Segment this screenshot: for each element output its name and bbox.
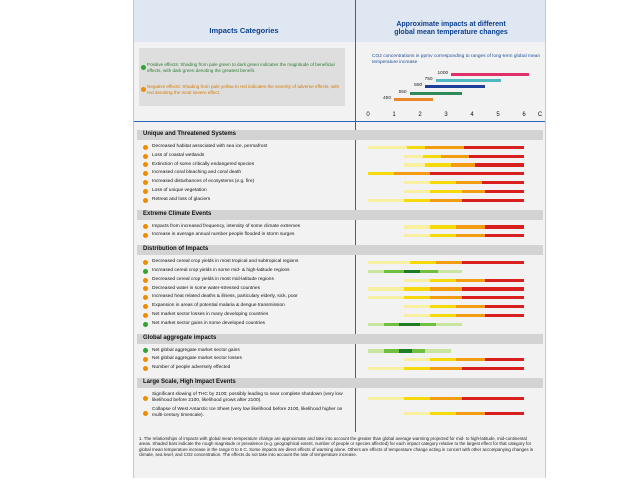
x-tick-label: 3: [444, 112, 448, 118]
impact-bar-segment: [404, 412, 430, 415]
impact-row-label: Decreased habitat associated with sea ice, permafrost: [152, 144, 268, 149]
impact-row-label: Retreat and loss of glaciers: [152, 196, 211, 202]
impact-bar-segment: [399, 349, 412, 352]
footnote: 1. The relationships of impacts with global mean temperature change are approximate and take into account the greater than global average warming projected for mid- to high-latitude, mid-continental areas. Shaded bars indicate the rough magnitude or prevalence (e.g. geographical extent, number of people or species affected) for each impact category relative to the largest effect for that category for global mean temperature increase in the range 0 to 6 C. Some impacts are direct effects of warming alone. Others are effects of temperature change acting in concert with other accompanying changes in climate, sea level, and CO2 concentration. The effects do not take into account the rate of temperature increase.: [139, 436, 534, 457]
negative-marker-icon: [143, 313, 148, 318]
negative-marker-icon: [143, 357, 148, 362]
impact-bar-segment: [456, 305, 485, 308]
impact-bar-segment: [430, 225, 456, 228]
impact-row-label: Collapse of West Antarctic Ice Sheet (very low likelihood before 2100, likelihood higher on multi-century timescale).: [152, 407, 343, 419]
impact-bar-segment: [464, 146, 524, 149]
impact-bar-segment: [438, 270, 461, 273]
impact-bar-segment: [368, 367, 404, 370]
impact-bar-segment: [430, 287, 461, 290]
impacts-categories-title: Impacts Categories: [209, 26, 279, 35]
impact-bar-segment: [410, 261, 436, 264]
impact-bar-segment: [425, 163, 451, 166]
negative-marker-icon: [143, 411, 148, 416]
impact-bar-segment: [384, 323, 400, 326]
negative-marker-icon: [143, 145, 148, 150]
impact-bar-segment: [456, 181, 482, 184]
co2-series-bar: [410, 92, 462, 95]
section-title: Global aggregate impacts: [143, 334, 217, 341]
negative-marker-icon: [143, 286, 148, 291]
negative-marker-icon: [143, 180, 148, 185]
impact-bar-segment: [368, 287, 404, 290]
impact-row-label: Net global aggregate market sector losses: [152, 356, 242, 362]
impact-bar-segment: [462, 190, 485, 193]
impact-bar-segment: [456, 358, 485, 361]
impact-bar-segment: [430, 279, 456, 282]
section-title: Large Scale, High Impact Events: [143, 379, 236, 385]
impact-bar-segment: [485, 190, 524, 193]
impact-bar-segment: [436, 323, 462, 326]
impact-bar-segment: [368, 323, 384, 326]
negative-marker-icon: [143, 233, 148, 238]
impact-bar-segment: [485, 234, 524, 237]
impact-bar-segment: [404, 234, 430, 237]
x-tick-label: 6: [522, 112, 526, 118]
impact-row-label: Extinction of some critically endangered species: [152, 161, 255, 167]
impact-bar-segment: [462, 367, 524, 370]
impact-bar-segment: [485, 314, 524, 317]
section-title: Distribution of Impacts: [143, 246, 209, 253]
impact-bar-segment: [469, 155, 524, 158]
impact-bar-segment: [404, 314, 430, 317]
impact-bar-segment: [456, 225, 485, 228]
negative-marker-icon: [143, 278, 148, 283]
impact-bar-segment: [430, 172, 524, 175]
impact-bar-segment: [384, 349, 400, 352]
impact-bar-segment: [420, 323, 436, 326]
impact-row-label: Number of people adversely effected: [152, 365, 231, 371]
impact-row-label: Increased disturbances of ecosystems (e.g. fire): [152, 179, 255, 185]
impact-bar-segment: [407, 146, 425, 149]
impact-row-label: Impacts from increased frequency, intensity of some climate extremes: [152, 223, 301, 229]
impact-bar-segment: [404, 296, 430, 299]
positive-marker-icon: [143, 322, 148, 327]
chart-panel: [133, 0, 546, 478]
impact-bar-segment: [485, 305, 524, 308]
impact-bar-segment: [430, 358, 456, 361]
section-title: Extreme Climate Events: [143, 210, 212, 217]
negative-marker-icon: [143, 189, 148, 194]
impact-bar-segment: [399, 323, 420, 326]
co2-series-label: 450: [382, 95, 391, 101]
impact-row-label: Decreased cereal crop yields in most mid-latitude regions: [152, 276, 274, 282]
section-header: [137, 378, 543, 388]
impact-row-label: Increased cereal crop yields in some mid- & high-latitude regions: [152, 268, 290, 273]
impact-row-label: Loss of coastal wetlands: [152, 152, 205, 158]
section-header: [137, 245, 543, 255]
impact-bar-segment: [430, 234, 456, 237]
impact-bar-segment: [368, 199, 404, 202]
impact-bar-segment: [368, 349, 384, 352]
impact-bar-segment: [430, 181, 456, 184]
positive-marker-icon: [143, 269, 148, 274]
negative-marker-icon: [143, 260, 148, 265]
impact-row: [137, 347, 543, 356]
impact-bar-segment: [368, 397, 404, 400]
impact-row-label: Increased coral bleaching and coral death: [152, 170, 242, 176]
impact-bar-segment: [430, 314, 456, 317]
co2-series-bar: [425, 85, 485, 88]
co2-inset-title: CO2 concentrations in ppmv corresponding to ranges of long-term global mean temperature increase: [372, 54, 540, 65]
negative-marker-icon: [143, 295, 148, 300]
legend-box: [139, 48, 345, 106]
impact-bar-segment: [456, 234, 485, 237]
x-tick-label: 4: [470, 112, 474, 118]
impact-bar-segment: [394, 172, 430, 175]
impact-bar-segment: [485, 225, 524, 228]
x-tick-label: 1: [392, 112, 396, 118]
section-header: [137, 334, 543, 344]
co2-series-label: 650: [414, 83, 423, 89]
impact-bar-segment: [404, 397, 430, 400]
impact-bar-segment: [404, 155, 422, 158]
impact-bar-segment: [404, 225, 430, 228]
impact-bar-segment: [384, 270, 405, 273]
negative-marker-icon: [143, 224, 148, 229]
impact-bar-segment: [404, 270, 420, 273]
impact-bar-segment: [485, 412, 524, 415]
negative-marker-icon: [143, 162, 148, 167]
negative-marker-icon: [143, 171, 148, 176]
impact-row-label: Significant slowing of THC by 2100; possibly leading to near complete shutdown (very low likelihood before 2100, likelihood grows after 2100).: [152, 392, 343, 403]
section-header: [137, 130, 543, 140]
impact-bar-segment: [441, 155, 470, 158]
positive-marker-icon: [141, 65, 146, 70]
impact-bar-segment: [456, 314, 485, 317]
co2-series-label: 1000: [437, 71, 449, 76]
legend-positive: Positive effects: Shading from pale green to dark green indicates the magnitude of beneficial effects, with dark green denoting the greatest benefit.: [147, 62, 335, 73]
impact-bar-segment: [420, 270, 438, 273]
impact-row-label: Increased heat related deaths & illness, particulary elderly, sick, poor: [152, 294, 298, 300]
negative-marker-icon: [143, 198, 148, 203]
co2-series-bar: [394, 98, 433, 101]
impact-bar-segment: [475, 163, 524, 166]
impact-bar-segment: [430, 367, 461, 370]
impacts-title-line2: global mean temperature changes: [394, 29, 508, 36]
impact-bar-segment: [423, 155, 441, 158]
impact-bar-segment: [404, 367, 430, 370]
impact-row: [137, 267, 543, 276]
impact-bar-segment: [404, 199, 430, 202]
co2-series-bar: [436, 79, 501, 82]
impact-row-label: Expansion in areas of potential malaria & dengue transmission: [152, 303, 285, 309]
impact-bar-segment: [456, 279, 485, 282]
section-title: Unique and Threatened Systems: [143, 131, 237, 137]
impact-row-label: Decreased cereal crop yields in most tropical and subtropical regions: [152, 259, 299, 265]
positive-marker-icon: [143, 348, 148, 353]
impact-row: [137, 320, 543, 329]
impact-bar-segment: [404, 181, 430, 184]
header-divider: [134, 121, 545, 122]
x-tick-label: 5: [496, 112, 500, 118]
impact-bar-segment: [462, 261, 524, 264]
impact-row-label: Net market sector gains in some developed countries: [152, 320, 266, 326]
x-tick-label: 2: [418, 112, 422, 118]
impact-bar-segment: [430, 199, 461, 202]
x-axis-unit: C: [537, 112, 543, 118]
section-header: [137, 210, 543, 220]
impact-bar-segment: [482, 181, 524, 184]
impact-row-label: Loss of unique vegetation: [152, 188, 207, 193]
co2-series-label: 750: [424, 77, 433, 83]
impact-row-label: Increase in average annual number people flooded in storm surges: [152, 232, 295, 238]
impact-bar-segment: [430, 190, 461, 193]
impact-bar-segment: [425, 349, 451, 352]
co2-series-bar: [451, 73, 529, 76]
impact-bar-segment: [485, 358, 524, 361]
impact-bar-segment: [412, 349, 425, 352]
impact-bar-segment: [404, 163, 425, 166]
impact-bar-segment: [462, 287, 524, 290]
negative-marker-icon: [141, 87, 146, 92]
negative-marker-icon: [143, 366, 148, 371]
co2-series-label: 550: [398, 89, 407, 95]
impact-bar-segment: [368, 172, 394, 175]
impact-bar-segment: [368, 296, 404, 299]
impact-bar-segment: [404, 279, 430, 282]
negative-marker-icon: [143, 304, 148, 309]
impact-bar-segment: [436, 261, 462, 264]
impact-bar-segment: [368, 261, 410, 264]
negative-marker-icon: [143, 396, 148, 401]
impact-row-label: Net market sector losses in many developing countries: [152, 312, 269, 317]
impact-bar-segment: [485, 279, 524, 282]
impact-bar-segment: [430, 412, 456, 415]
impact-bar-segment: [462, 296, 524, 299]
impact-bar-segment: [462, 397, 524, 400]
impacts-title-line1: Approximate impacts at different: [396, 21, 506, 28]
negative-marker-icon: [143, 154, 148, 159]
impact-bar-segment: [368, 146, 407, 149]
impact-bar-segment: [404, 305, 430, 308]
header-bar: [134, 0, 545, 42]
impact-bar-segment: [456, 412, 485, 415]
impact-bar-segment: [404, 358, 430, 361]
impact-bar-segment: [430, 305, 456, 308]
impact-row-label: Net global aggregate market sector gains: [152, 347, 240, 353]
impact-bar-segment: [404, 287, 430, 290]
impact-bar-segment: [451, 163, 474, 166]
impact-bar-segment: [404, 190, 430, 193]
impact-bar-segment: [462, 199, 524, 202]
impact-bar-segment: [430, 296, 461, 299]
impact-bar-segment: [425, 146, 464, 149]
x-tick-label: 0: [366, 112, 370, 118]
impact-bar-segment: [368, 270, 384, 273]
impact-row-label: Decreased water in some water-stressed countries: [152, 285, 260, 291]
impact-bar-segment: [430, 397, 461, 400]
legend-negative: Negative effects: Shading from pale yellow to red indicates the severity of adverse effects, with red denoting the most severe effect.: [147, 84, 340, 95]
